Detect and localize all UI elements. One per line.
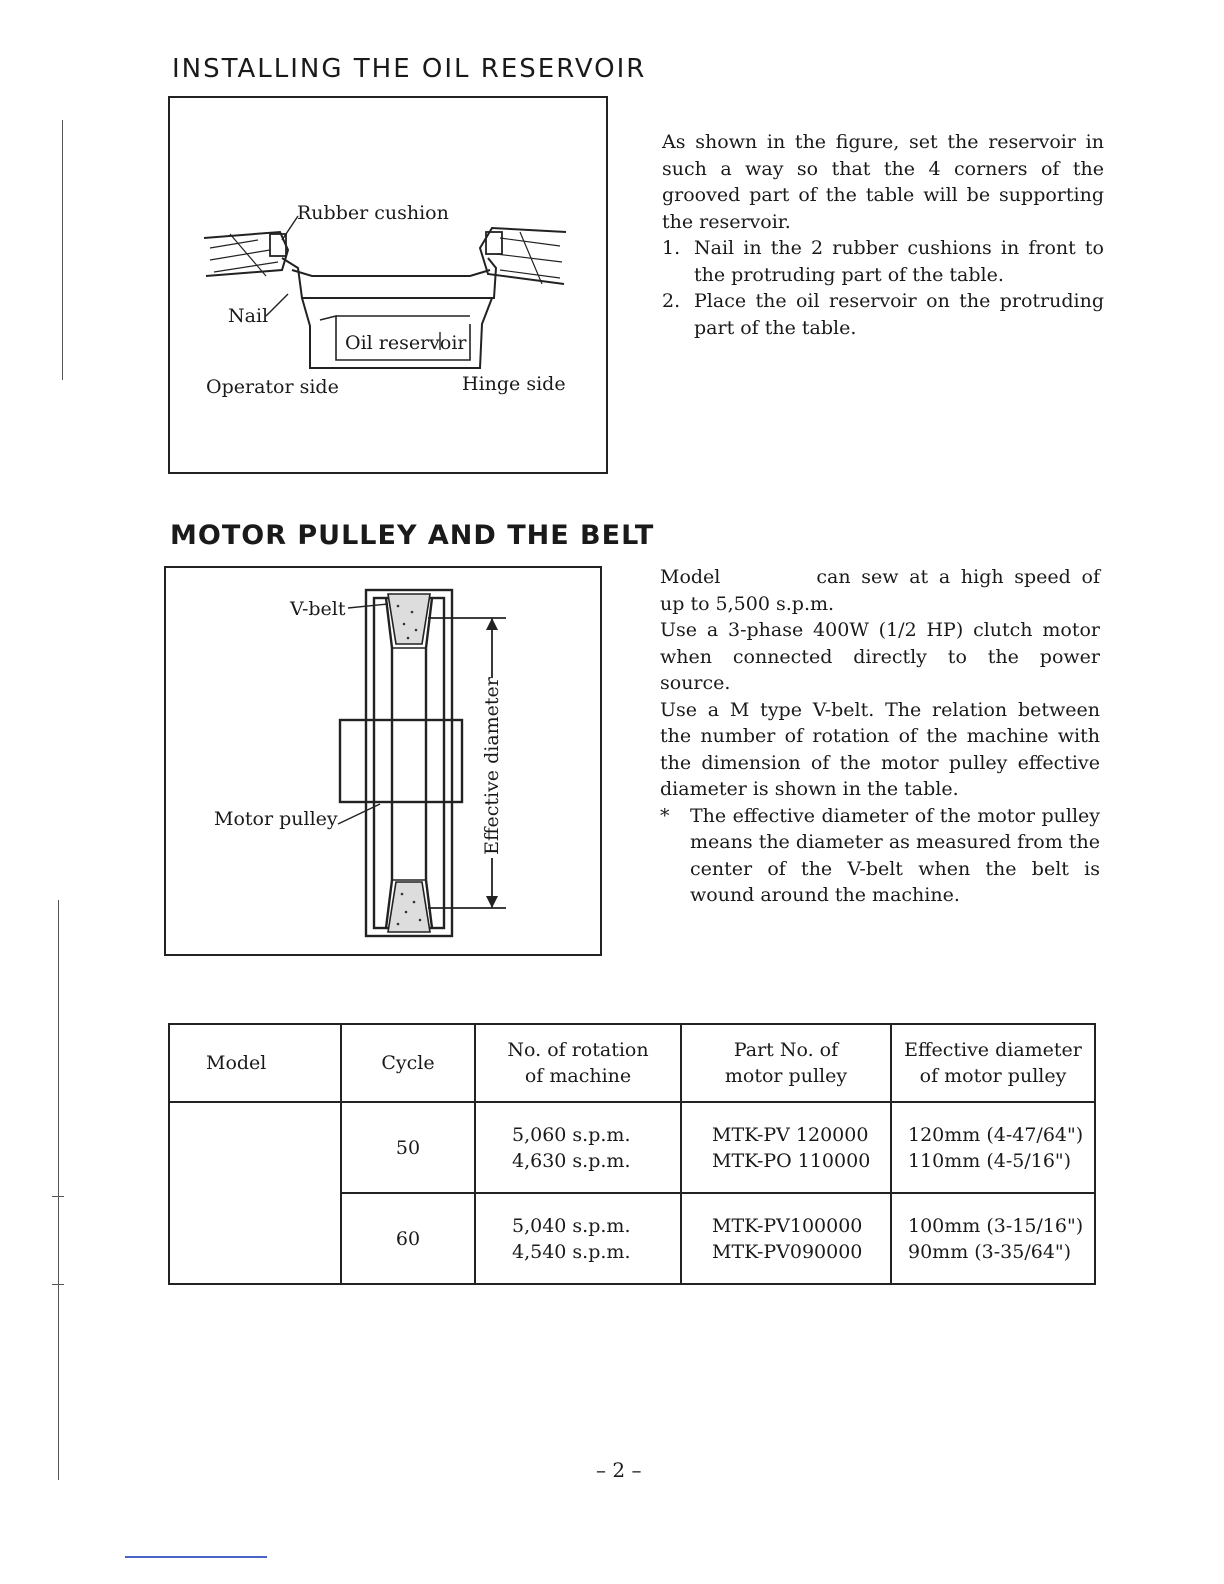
motor-pulley-label: Motor pulley [214, 808, 338, 830]
margin-tick [52, 1284, 64, 1285]
step-1 [662, 235, 1104, 288]
effective-diameter-label: Effective diameter [481, 677, 503, 855]
oil-reservoir-intro: As shown in the figure, set the reservoir in such a way so that the 4 corners of the grooved part of the table will be supporting the reservoir. [662, 131, 1104, 233]
header-model: Model [169, 1024, 341, 1102]
rotation-cell [475, 1102, 681, 1193]
part-value: MTK-PV 120000 [712, 1123, 869, 1146]
header-rotation [475, 1024, 681, 1102]
part-value: MTK-PO 110000 [712, 1149, 871, 1172]
part-value: MTK-PV090000 [712, 1240, 863, 1263]
step-2-number: 2. [662, 290, 681, 312]
oil-reservoir-instructions [662, 129, 1104, 341]
header-diameter-line1: Effective diameter [904, 1039, 1082, 1061]
diameter-value: 120mm (4-47/64") [908, 1123, 1084, 1146]
header-cycle: Cycle [341, 1024, 475, 1102]
header-diameter [891, 1024, 1095, 1102]
margin-line [58, 900, 59, 1480]
operator-side-label: Operator side [206, 376, 339, 398]
part-cell [681, 1102, 891, 1193]
belt-paragraph: Use a M type V-belt. The relation between the number of rotation of the machine with the dimension of the motor pulley effective diameter is shown in the table. [660, 698, 1100, 800]
header-part-line1: Part No. of [733, 1039, 839, 1061]
v-belt-label: V-belt [290, 598, 346, 620]
diameter-cell [891, 1193, 1095, 1284]
header-rotation-line2: of machine [524, 1065, 632, 1087]
cycle-cell: 50 [341, 1102, 475, 1193]
oil-reservoir-drawing [170, 98, 610, 476]
motor-paragraph: Use a 3-phase 400W (1/2 HP) clutch motor when connected directly to the power source. [660, 619, 1100, 694]
part-value: MTK-PV100000 [712, 1214, 863, 1237]
oil-reservoir-figure [168, 96, 608, 474]
step-2-text: Place the oil reservoir on the protruding part of the table. [694, 290, 1104, 339]
rotation-value: 5,040 s.p.m. [512, 1214, 631, 1237]
diameter-value: 90mm (3-35/64") [908, 1240, 1072, 1263]
margin-line [62, 120, 63, 380]
oil-reservoir-label: Oil reservoir [345, 332, 467, 354]
rotation-value: 4,540 s.p.m. [512, 1240, 631, 1263]
model-cell [169, 1102, 341, 1284]
nail-label: Nail [228, 305, 269, 327]
cycle-cell: 60 [341, 1193, 475, 1284]
speed-text: can sew at a high speed of up to 5,500 s.p.m. [660, 566, 1100, 615]
header-part-line2: motor pulley [724, 1065, 848, 1087]
model-word: Model [660, 566, 721, 588]
effective-diameter-note [660, 803, 1100, 909]
margin-tick [52, 1196, 64, 1197]
step-1-number: 1. [662, 237, 681, 259]
diameter-value: 110mm (4-5/16") [908, 1149, 1072, 1172]
page-number: – 2 – [596, 1458, 642, 1482]
bottom-underline [125, 1556, 267, 1558]
motor-pulley-figure [164, 566, 602, 956]
hinge-side-label: Hinge side [462, 373, 566, 395]
rubber-cushion-label: Rubber cushion [297, 202, 449, 224]
header-diameter-line2: of motor pulley [919, 1065, 1067, 1087]
table-row [169, 1102, 1095, 1193]
step-1-text: Nail in the 2 rubber cushions in front to the protruding part of the table. [694, 237, 1104, 286]
motor-pulley-drawing [166, 568, 604, 958]
section-title-oil-reservoir: INSTALLING THE OIL RESERVOIR [172, 54, 647, 84]
header-part [681, 1024, 891, 1102]
diameter-value: 100mm (3-15/16") [908, 1214, 1084, 1237]
speed-paragraph [660, 564, 1100, 617]
note-text: The effective diameter of the motor pulley means the diameter as measured from the center of the V-belt when the belt is wound around the machine. [690, 804, 1100, 906]
section-title-motor-pulley: MOTOR PULLEY AND THE BELT [170, 520, 655, 551]
pulley-spec-table [168, 1023, 1096, 1285]
step-2 [662, 288, 1104, 341]
table-header-row [169, 1024, 1095, 1102]
rotation-cell [475, 1193, 681, 1284]
header-rotation-line1: No. of rotation [507, 1039, 649, 1061]
part-cell [681, 1193, 891, 1284]
motor-pulley-instructions [660, 564, 1100, 909]
note-asterisk: * [660, 804, 670, 827]
diameter-cell [891, 1102, 1095, 1193]
rotation-value: 5,060 s.p.m. [512, 1123, 631, 1146]
rotation-value: 4,630 s.p.m. [512, 1149, 631, 1172]
